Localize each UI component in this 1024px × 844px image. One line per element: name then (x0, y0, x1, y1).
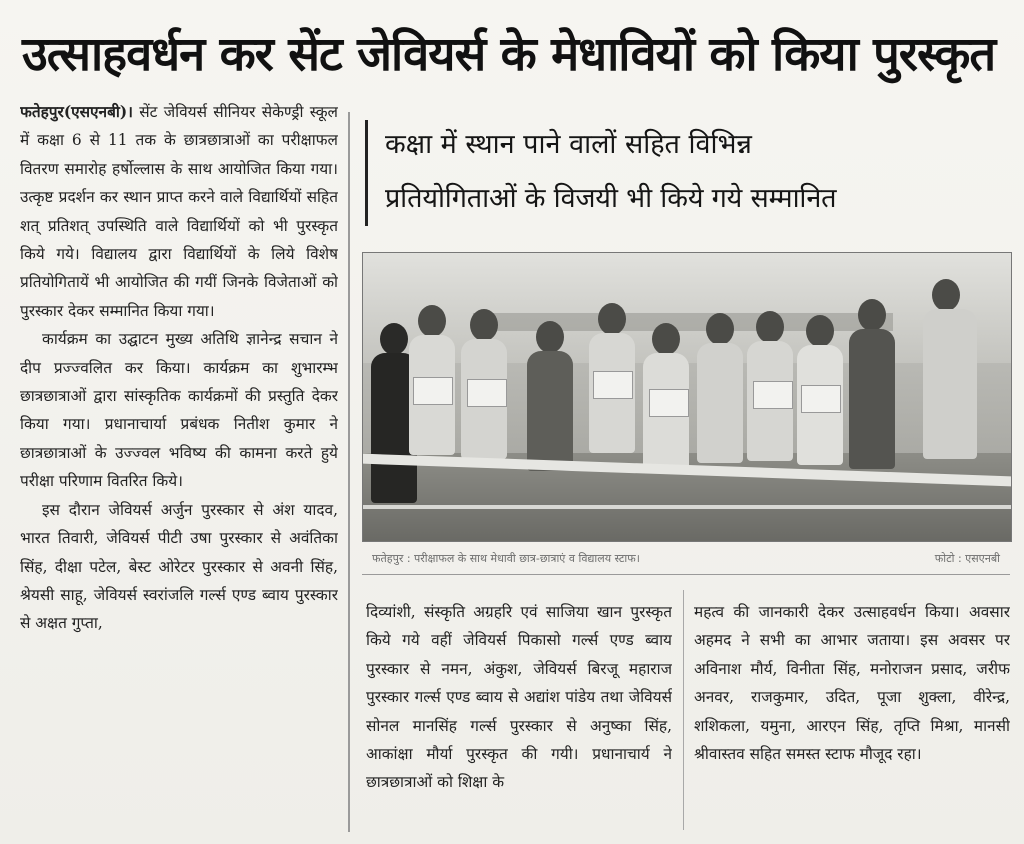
photo-railing-lower (363, 505, 1011, 509)
column-1-text-1: सेंट जेवियर्स सीनियर सेकेण्ड्री स्कूल में कक्षा 6 से 11 तक के छात्रछात्राओं का परीक्षाफल वितरण समारोह हर्षोल्लास के साथ आयोजित किया गया। उत्कृष्ट प्रदर्शन कर स्थान प्राप्त करने वाले विद्यार्थियों सहित शत् प्रतिशत् उपस्थिति वाले विद्यार्थियों को भी पुरस्कृत किये गये। विद्यालय द्वारा विद्यार्थियों के लिये विशेष प्रतियोगितायें भी आयोजित की गयीं जिनके विजेताओं को पुरस्कार देकर सम्मानित किया गया। (20, 103, 338, 320)
column-2-text: दिव्यांशी, संस्कृति अग्रहरि एवं साजिया खान पुरस्कृत किये गये वहीं जेवियर्स पिकासो गर्ल्स एण्ड ब्वाय पुरस्कार से नमन, अंकुश, जेवियर्स बिरजू महाराज पुरस्कार गर्ल्स एण्ड ब्वाय से अद्यांश पांडेय तथा जेवियर्स सोनल मानसिंह गर्ल्स पुरस्कार से अनुष्का सिंह, आकांक्षा मौर्या पुरस्कृत की गयी। प्रधानाचार्य ने छात्रछात्राओं को शिक्षा के (366, 603, 672, 792)
column-divider-2 (683, 590, 684, 830)
column-1-paragraph-3: इस दौरान जेवियर्स अर्जुन पुरस्कार से अंश यादव, भारत तिवारी, जेवियर्स पीटी उषा पुरस्कार से अवंतिका सिंह, दीक्षा पटेल, बेस्ट ओरेटर पुरस्कार से अवनी सिंह, श्रेयसी साहू, जेवियर्स स्वरांजलि गर्ल्स एण्ड ब्वाय पुरस्कार से अक्षत गुप्ता, (20, 500, 338, 633)
column-3 (694, 598, 1010, 838)
column-1-paragraph-2: कार्यक्रम का उद्घाटन मुख्य अतिथि ज्ञानेन्द्र सचान ने दीप प्रज्ज्वलित कर किया। कार्यक्रम का शुभारम्भ छात्रछात्राओं द्वारा सांस्कृतिक कार्यक्रमों की प्रस्तुति देकर किया गया। प्रधानाचार्या प्रबंधक नितीश कुमार ने छात्रछात्राओं के उज्ज्वल भविष्य की कामना करते हुये परीक्षा परिणाम वितरित किये। (20, 330, 338, 491)
column-1 (20, 98, 338, 838)
subheadline-bar (365, 120, 368, 226)
subheadline (385, 118, 1015, 230)
photo-caption: फतेहपुर : परीक्षाफल के साथ मेधावी छात्र-छात्राएं व विद्यालय स्टाफ। (372, 552, 640, 565)
photo-wall (363, 253, 1011, 363)
subheadline-line-2: प्रतियोगिताओं के विजयी भी किये गये सम्मानित (385, 183, 837, 214)
column-3-text: महत्व की जानकारी देकर उत्साहवर्धन किया। अवसार अहमद ने सभी का आभार जताया। इस अवसर पर अविनाश मौर्य, विनीता सिंह, मनोराजन प्रसाद, जरीफ अनवर, राजकुमार, उदित, पूजा शुक्ला, वीरेन्द्र, शशिकला, यमुना, आरएन सिंह, तृप्ति मिश्रा, मानसी श्रीवास्तव सहित समस्त स्टाफ मौजूद रहा। (694, 603, 1010, 764)
headline: उत्साहवर्धन कर सेंट जेवियर्स के मेधावियों को किया पुरस्कृत (22, 27, 996, 82)
column-2 (366, 598, 672, 838)
column-divider (348, 112, 350, 832)
dateline: फतेहपुर(एसएनबी)। (20, 103, 133, 121)
subheadline-line-1: कक्षा में स्थान पाने वालों सहित विभिन्न (385, 129, 752, 160)
group-photo (362, 252, 1012, 542)
photo-credit: फोटो : एसएनबी (934, 552, 1000, 565)
caption-rule (362, 574, 1010, 575)
column-1-paragraph-1 (20, 98, 338, 325)
